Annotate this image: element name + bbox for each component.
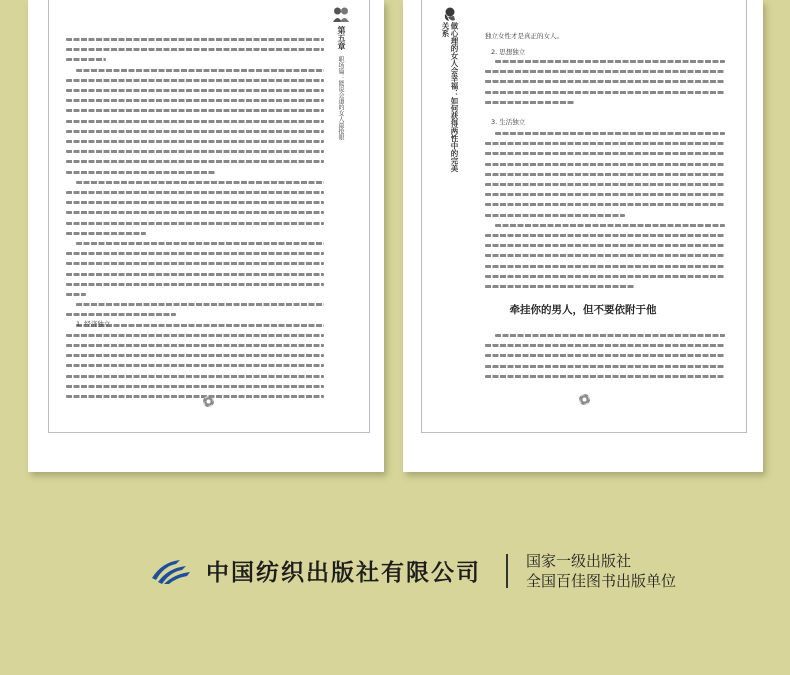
publisher-logo-icon <box>150 556 192 584</box>
footer-divider <box>506 554 508 588</box>
text-line <box>66 38 324 41</box>
text-line <box>66 354 324 357</box>
text-line <box>495 60 725 63</box>
text-line <box>66 120 324 123</box>
text-line <box>66 283 324 286</box>
text-line <box>485 142 725 145</box>
text-line <box>485 80 725 83</box>
text-line <box>66 334 324 337</box>
text-line <box>66 293 86 296</box>
text-line <box>66 344 324 347</box>
text-line <box>66 262 324 265</box>
text-line <box>76 324 324 327</box>
text-line <box>66 385 324 388</box>
text-line <box>485 214 625 217</box>
right-page <box>403 0 763 472</box>
text-line <box>485 265 725 268</box>
running-title: 做心理的女人会幸福：如何获得两性中的完美关系 <box>441 22 459 172</box>
text-line <box>485 234 725 237</box>
text-line <box>66 211 324 214</box>
text-line <box>66 79 324 82</box>
subheading-thought: 2. 思想独立 <box>491 48 526 56</box>
text-line <box>66 130 324 133</box>
right-first-line: 独立女性才是真正的女人。 <box>485 32 563 40</box>
text-line <box>66 160 324 163</box>
text-line <box>495 132 725 135</box>
text-line <box>66 364 324 367</box>
text-line <box>66 58 106 61</box>
subheading-life: 3. 生活独立 <box>491 118 526 126</box>
text-line <box>66 313 176 316</box>
text-line <box>66 252 324 255</box>
woman-silhouette-icon <box>443 6 459 22</box>
chapter-label: 第五章 <box>337 26 346 50</box>
text-line <box>66 191 324 194</box>
subheading-economy: 1. 经济独立 <box>76 320 111 328</box>
text-line <box>485 183 725 186</box>
text-line <box>76 69 324 72</box>
text-line <box>495 334 725 337</box>
text-line <box>495 224 725 227</box>
text-line <box>66 140 324 143</box>
text-line <box>485 91 725 94</box>
text-line <box>66 150 324 153</box>
text-line <box>66 109 324 112</box>
text-line <box>66 201 324 204</box>
text-line <box>485 354 725 357</box>
left-page <box>28 0 384 472</box>
flower-ornament-icon <box>579 394 590 405</box>
text-line <box>66 222 324 225</box>
text-line <box>485 365 725 368</box>
text-line <box>76 242 324 245</box>
text-line <box>485 193 725 196</box>
text-line <box>66 48 324 51</box>
text-line <box>485 275 725 278</box>
section-title: 牵挂你的男人，但不要依附于他 <box>509 304 657 316</box>
text-line <box>76 181 324 184</box>
text-line <box>485 163 725 166</box>
text-line <box>485 70 725 73</box>
text-line <box>66 171 216 174</box>
text-line <box>485 152 725 155</box>
text-line <box>66 395 324 398</box>
publisher-footer <box>150 548 710 588</box>
text-line <box>485 285 635 288</box>
text-line <box>485 254 725 257</box>
publisher-tagline-1: 国家一级出版社 <box>526 552 632 570</box>
text-line <box>485 173 725 176</box>
text-line <box>66 273 324 276</box>
text-line <box>485 344 725 347</box>
text-line <box>76 303 324 306</box>
text-line <box>485 375 725 378</box>
text-line <box>485 101 575 104</box>
publisher-name: 中国纺织出版社有限公司 <box>206 559 481 586</box>
text-line <box>66 375 324 378</box>
text-line <box>66 99 324 102</box>
section-label: 职场篇：能说会道的女人最抢眼 <box>337 56 344 140</box>
couple-icon <box>332 6 350 22</box>
text-line <box>485 244 725 247</box>
left-page-frame <box>48 0 370 433</box>
flower-ornament-icon <box>203 396 214 407</box>
publisher-tagline-2: 全国百佳图书出版单位 <box>526 572 677 590</box>
text-line <box>485 203 725 206</box>
text-line <box>66 89 324 92</box>
text-line <box>66 232 146 235</box>
